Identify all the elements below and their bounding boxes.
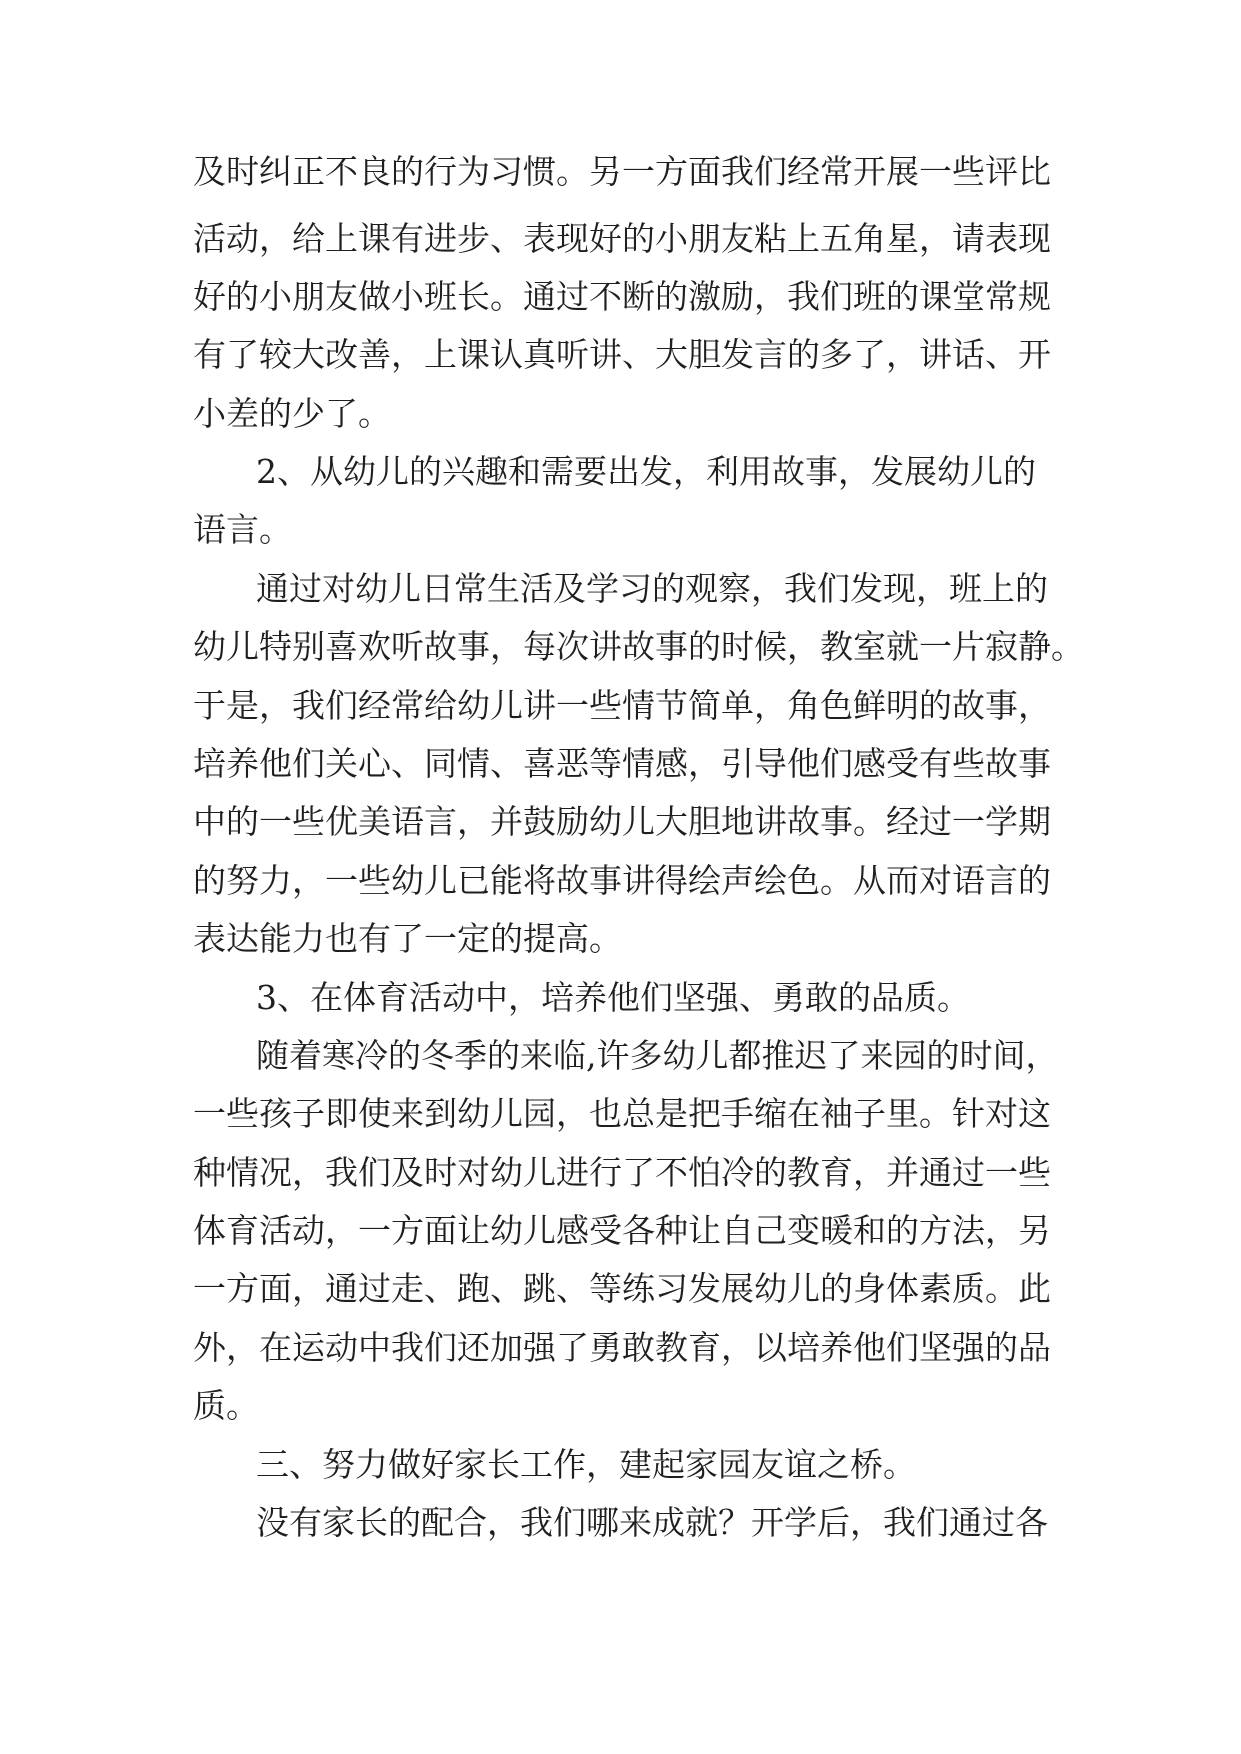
text-line: 小差的少了。: [193, 394, 391, 433]
text-line: 种情况，我们及时对幼儿进行了不怕冷的教育，并通过一些: [193, 1153, 1051, 1192]
text-line: 3、在体育活动中，培养他们坚强、勇敢的品质。: [256, 978, 970, 1017]
text-line: 幼儿特别喜欢听故事，每次讲故事的时候，教室就一片寂静。: [193, 627, 1084, 666]
text-line: 体育活动，一方面让幼儿感受各种让自己变暖和的方法，另: [193, 1211, 1051, 1250]
text-line: 一些孩子即使来到幼儿园，也总是把手缩在袖子里。针对这: [193, 1094, 1051, 1133]
text-line: 中的一些优美语言，并鼓励幼儿大胆地讲故事。经过一学期: [193, 802, 1051, 841]
text-line: 2、从幼儿的兴趣和需要出发，利用故事，发展幼儿的: [256, 452, 1036, 491]
text-line: 好的小朋友做小班长。通过不断的激励，我们班的课堂常规: [193, 277, 1051, 316]
text-line: 活动，给上课有进步、表现好的小朋友粘上五角星，请表现: [193, 219, 1051, 258]
text-line: 表达能力也有了一定的提高。: [193, 919, 622, 958]
text-line: 外，在运动中我们还加强了勇敢教育，以培养他们坚强的品: [193, 1328, 1051, 1367]
text-line: 随着寒冷的冬季的来临,许多幼儿都推迟了来园的时间，: [256, 1036, 1059, 1075]
text-line: 的努力，一些幼儿已能将故事讲得绘声绘色。从而对语言的: [193, 861, 1051, 900]
text-line: 一方面，通过走、跑、跳、等练习发展幼儿的身体素质。此: [193, 1269, 1051, 1308]
text-line: 没有家长的配合，我们哪来成就？开学后，我们通过各: [256, 1503, 1048, 1542]
text-line: 质。: [193, 1386, 259, 1425]
text-line: 培养他们关心、同情、喜恶等情感，引导他们感受有些故事: [193, 744, 1051, 783]
text-line: 通过对幼儿日常生活及学习的观察，我们发现，班上的: [256, 569, 1048, 608]
text-line: 语言。: [193, 510, 292, 549]
text-line: 于是，我们经常给幼儿讲一些情节简单，角色鲜明的故事，: [193, 686, 1051, 725]
text-line: 有了较大改善，上课认真听讲、大胆发言的多了，讲话、开: [193, 335, 1051, 374]
text-line: 及时纠正不良的行为习惯。另一方面我们经常开展一些评比: [193, 152, 1051, 191]
text-line: 三、努力做好家长工作，建起家园友谊之桥。: [256, 1445, 916, 1484]
